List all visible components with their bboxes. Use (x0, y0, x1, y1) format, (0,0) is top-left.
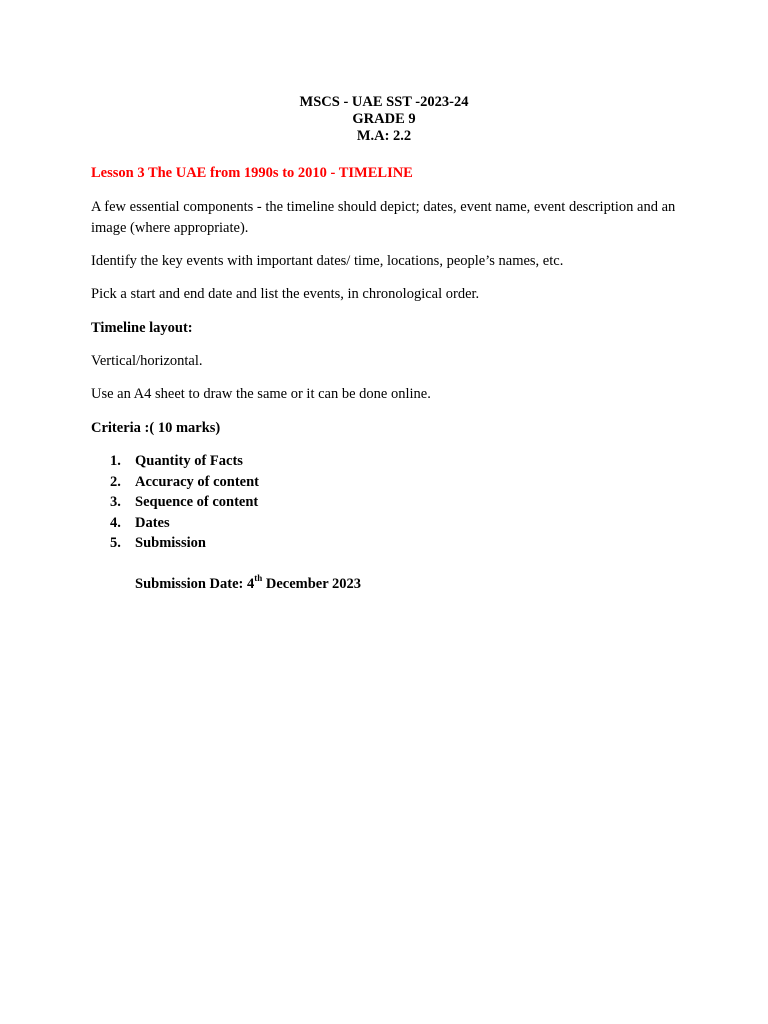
criteria-item-label: Sequence of content (135, 494, 259, 510)
criteria-item (110, 533, 259, 554)
criteria-heading: Criteria :( 10 marks) (91, 420, 221, 436)
document-header (0, 94, 768, 145)
criteria-item-number: 1. (110, 453, 121, 469)
criteria-item-number: 5. (110, 535, 121, 551)
criteria-item (110, 492, 259, 513)
identify-paragraph: Identify the key events with important dates/ time, locations, people’s names, etc. (91, 253, 564, 269)
criteria-item (110, 513, 259, 534)
criteria-item-number: 2. (110, 473, 121, 490)
lesson-title: Lesson 3 The UAE from 1990s to 2010 - TIMELINE (91, 165, 413, 181)
components-paragraph: A few essential components - the timeline should depict; dates, event name, event description and an image (where appropriate). (91, 199, 676, 236)
criteria-item-number: 4. (110, 514, 121, 531)
pick-dates-paragraph: Pick a start and end date and list the events, in chronological order. (91, 286, 480, 302)
header-school-line: MSCS - UAE SST -2023-24 (299, 94, 469, 110)
criteria-item (110, 451, 259, 472)
criteria-item-label: Dates (135, 514, 170, 531)
submission-date-suffix: December 2023 (262, 576, 362, 592)
criteria-item-label: Accuracy of content (135, 473, 260, 490)
header-assessment-line: M.A: 2.2 (356, 128, 412, 144)
criteria-list (110, 451, 259, 554)
submission-date (135, 574, 361, 595)
header-grade-line: GRADE 9 (352, 111, 416, 127)
timeline-layout-value: Vertical/horizontal. (91, 353, 203, 369)
submission-date-prefix: Submission Date: 4 (135, 576, 255, 592)
timeline-layout-heading: Timeline layout: (91, 320, 193, 336)
submission-date-superscript: th (254, 573, 263, 584)
criteria-item-label: Quantity of Facts (135, 453, 243, 469)
criteria-item-number: 3. (110, 494, 121, 510)
a4-sheet-paragraph: Use an A4 sheet to draw the same or it can be done online. (91, 386, 431, 402)
criteria-item (110, 472, 259, 493)
criteria-item-label: Submission (135, 535, 206, 551)
